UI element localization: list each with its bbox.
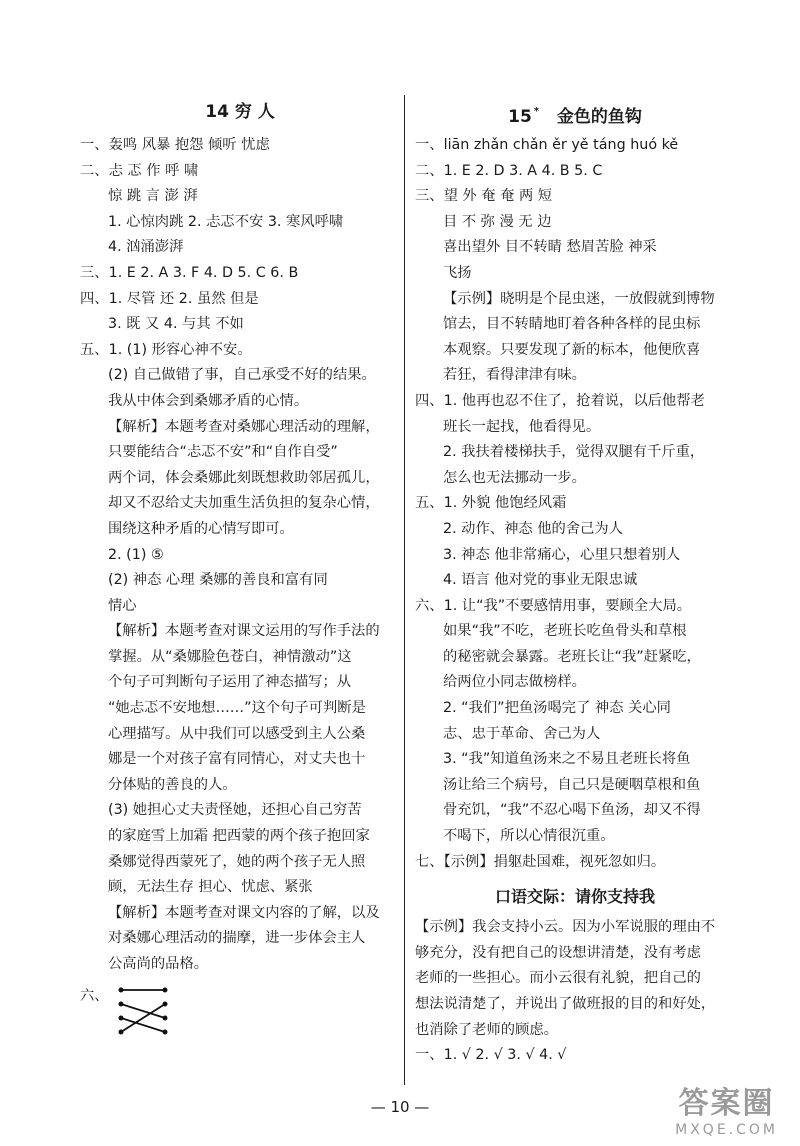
answer-line: 2. 我扶着楼梯扶手，觉得双腿有千斤重， bbox=[443, 444, 705, 461]
answer-line: 若狂，看得津津有味。 bbox=[443, 367, 586, 384]
lesson-15-number: 15 bbox=[508, 107, 532, 127]
oral-communication-title: 口语交际：请你支持我 bbox=[494, 887, 655, 907]
answer-line: 一、liān zhǎn chǎn ěr yě táng huó kě bbox=[415, 137, 679, 153]
answer-line: 四、1. 尽管 还 2. 虽然 但是 bbox=[80, 290, 259, 307]
answer-line: 六、1. 让“我”不要感情用事，要顾全大局。 bbox=[415, 597, 692, 614]
lesson-15-name: 金色的鱼钩 bbox=[556, 107, 642, 127]
answer-line: “她忐忑不安地想……”这个句子可判断是 bbox=[108, 700, 366, 717]
answer-line: 2. “我们”把鱼汤喝完了 神态 关心同 bbox=[443, 700, 671, 717]
answer-line: 骨充饥，“我”不忍心喝下鱼汤，却又不得 bbox=[443, 802, 701, 819]
answer-line: 一、1. √ 2. √ 3. √ 4. √ bbox=[415, 1047, 567, 1064]
answer-line: 想法说清楚了，并说出了做班报的目的和好处， bbox=[415, 996, 716, 1012]
answer-line: 老师的一些担心。而小云很有礼貌，把自己的 bbox=[415, 970, 701, 987]
answer-line: 怎么也无法挪动一步。 bbox=[443, 469, 586, 486]
answer-line: 够充分，没有把自己的设想讲清楚，没有考虑 bbox=[415, 944, 701, 961]
answer-line: 馆去，目不转睛地盯着各种各样的昆虫标 bbox=[443, 316, 701, 333]
answer-line: 心理描写。从中我们可以感受到主人公桑 bbox=[108, 725, 366, 742]
matching-label: 六、 bbox=[80, 987, 109, 1004]
answer-line: 三、望 外 奄 奄 两 短 bbox=[415, 188, 553, 205]
answer-line: 分体贴的善良的人。 bbox=[108, 776, 237, 793]
answer-line: 七、【示例】捐躯赴国难，视死忽如归。 bbox=[415, 853, 666, 870]
answer-line: 顾，无法生存 担心、忧虑、紧张 bbox=[108, 879, 313, 896]
lesson-15-title bbox=[415, 95, 735, 133]
left-answers bbox=[80, 133, 400, 978]
answer-line: 三、1. E 2. A 3. F 4. D 5. C 6. B bbox=[80, 264, 299, 281]
answer-line: 却又不忍给丈夫加重生活负担的复杂心情， bbox=[108, 495, 380, 512]
answer-line: 2. 动作、神态 他的舍己为人 bbox=[443, 520, 623, 537]
lesson-14-title: 14 穷 人 bbox=[205, 102, 275, 122]
watermark-url: MXQE.COM bbox=[675, 1122, 778, 1138]
answer-line: 班长一起找，他看得见。 bbox=[443, 418, 601, 435]
answer-line: 2. (1) ⑤ bbox=[108, 546, 164, 563]
answer-line: (3) 她担心丈夫责怪她，还担心自己穷苦 bbox=[108, 802, 362, 819]
watermark-text: 答案圈 bbox=[678, 1086, 775, 1121]
page-number: — 10 — bbox=[370, 1098, 430, 1116]
answer-line: 桑娜觉得西蒙死了，她的两个孩子无人照 bbox=[108, 853, 366, 870]
answer-line: (2) 神态 心理 桑娜的善良和富有同 bbox=[108, 572, 328, 589]
answer-line: 二、忐 忑 作 呼 啸 bbox=[80, 162, 199, 179]
answer-line: 我从中体会到桑娜矛盾的心情。 bbox=[108, 392, 309, 409]
answer-line: 【示例】晓明是个昆虫迷，一放假就到博物 bbox=[443, 290, 715, 307]
answer-line: 不喝下，所以心情很沉重。 bbox=[443, 828, 615, 845]
answer-line: 【解析】本题考查对桑娜心理活动的理解， bbox=[108, 418, 380, 435]
matching-exercise bbox=[80, 984, 400, 1044]
answer-line: 汤让给三个病号，自己只是硬咽草根和鱼 bbox=[443, 776, 701, 793]
answer-line: 【解析】本题考查对课文运用的写作手法的 bbox=[108, 623, 380, 640]
answer-line: 【解析】本题考查对课文内容的了解，以及 bbox=[108, 904, 380, 921]
answer-line: 娜是一个对孩子富有同情心，对丈夫也十 bbox=[108, 751, 366, 768]
answer-line: 惊 跳 言 澎 湃 bbox=[108, 188, 198, 205]
answer-line: 只要能结合“忐忑不安”和“自作自受” bbox=[108, 444, 338, 461]
answer-line: 飞扬 bbox=[443, 264, 472, 281]
answer-line: 五、1. 外貌 他饱经风霜 bbox=[415, 495, 567, 512]
answer-line: 二、1. E 2. D 3. A 4. B 5. C bbox=[415, 162, 603, 179]
answer-line: 给两位小同志做榜样。 bbox=[443, 674, 586, 691]
answer-line: 的秘密就会暴露。老班长让“我”赶紧吃， bbox=[443, 648, 701, 665]
answer-line: 目 不 弥 漫 无 边 bbox=[443, 213, 552, 230]
answer-line: 四、1. 他再也忍不住了，抢着说，以后他帮老 bbox=[415, 392, 705, 409]
answer-line: 如果“我”不吃，老班长吃鱼骨头和草根 bbox=[443, 623, 687, 640]
answer-line: 也消除了老师的顾虑。 bbox=[415, 1021, 558, 1038]
answer-line: 本观察。只要发现了新的标本，他便欣喜 bbox=[443, 341, 701, 358]
answer-line: 志、忠于革命、舍己为人 bbox=[443, 725, 601, 742]
answer-line: 围绕这种矛盾的心情写即可。 bbox=[108, 520, 294, 537]
answer-line: 的家庭雪上加霜 把西蒙的两个孩子抱回家 bbox=[108, 828, 370, 845]
column-divider bbox=[404, 95, 405, 1085]
right-answers bbox=[415, 133, 735, 875]
answer-line: 掌握。从“桑娜脸色苍白，神情激动”这 bbox=[108, 648, 352, 665]
answer-line: 情心 bbox=[108, 597, 137, 614]
matching-lines-diagram bbox=[113, 984, 173, 1042]
answer-line: 公高尚的品格。 bbox=[108, 956, 209, 972]
answer-line: 3. 既 又 4. 与其 不如 bbox=[108, 316, 244, 333]
answer-line: (2) 自己做错了事，自己承受不好的结果。 bbox=[108, 367, 376, 384]
answer-line: 3. 神态 他非常痛心，心里只想着别人 bbox=[443, 546, 681, 563]
answer-line: 4. 汹涌澎湃 bbox=[108, 239, 184, 256]
answer-line: 4. 语言 他对党的事业无限忠诚 bbox=[443, 572, 638, 589]
left-column bbox=[80, 95, 400, 1044]
watermark-logo bbox=[675, 1078, 778, 1138]
answer-line: 1. 心惊肉跳 2. 忐忑不安 3. 寒风呼啸 bbox=[108, 213, 344, 230]
answer-line: 两个词，体会桑娜此刻既想救助邻居孤儿， bbox=[108, 469, 380, 486]
answer-line: 一、轰鸣 风暴 抱怨 倾听 忧虑 bbox=[80, 137, 270, 153]
answer-line: 3. “我”知道鱼汤来之不易且老班长将鱼 bbox=[443, 751, 691, 768]
right-column bbox=[415, 95, 735, 1069]
answer-line: 个句子可判断句子运用了神态描写；从 bbox=[108, 674, 352, 691]
answer-line: 五、1. (1) 形容心神不安。 bbox=[80, 341, 252, 358]
answer-line: 喜出望外 目不转睛 愁眉苦脸 神采 bbox=[443, 239, 657, 256]
answer-line: 对桑娜心理活动的揣摩，进一步体会主人 bbox=[108, 930, 366, 947]
answer-line: 【示例】我会支持小云。因为小军说服的理由不 bbox=[415, 919, 716, 936]
optional-mark: * bbox=[533, 106, 540, 117]
oral-communication-answers bbox=[415, 915, 735, 1069]
